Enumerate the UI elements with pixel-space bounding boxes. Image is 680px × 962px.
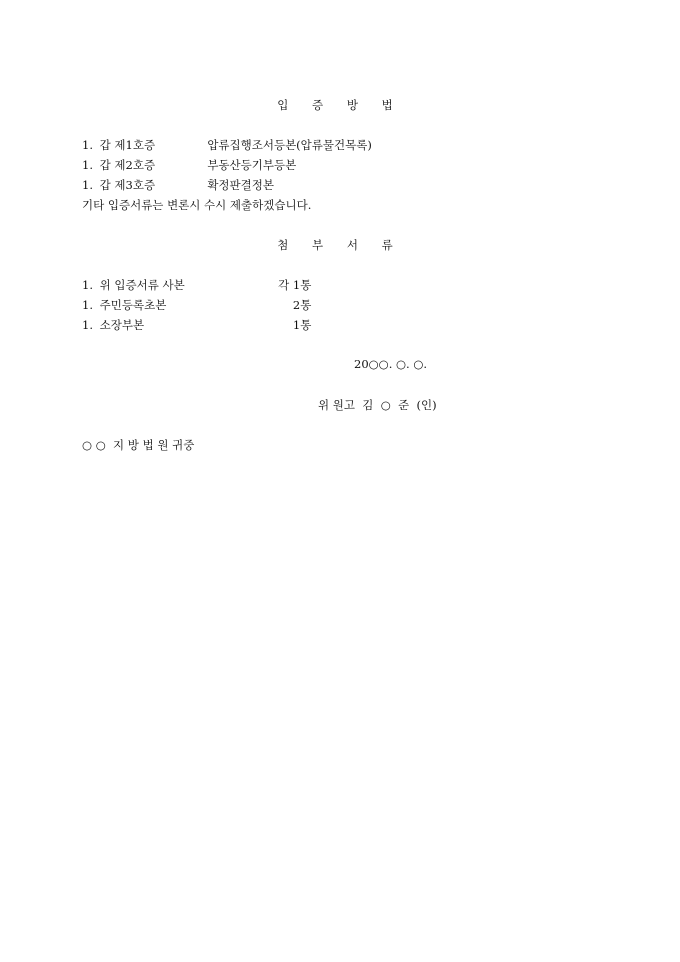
attachment-item-3-qty: 1통	[292, 318, 312, 332]
attachment-item-1-num: 1.	[82, 278, 93, 292]
evidence-heading-text: 입 증 방 법	[277, 98, 403, 112]
evidence-item-2-num: 1.	[82, 158, 93, 172]
evidence-item-3-desc: 확정판결정본	[207, 178, 274, 192]
attachment-item-3-label: 소장부본	[99, 318, 145, 332]
evidence-item-2	[82, 157, 296, 173]
evidence-item-3	[82, 177, 274, 193]
evidence-heading	[0, 97, 680, 113]
attachment-item-3	[82, 317, 311, 333]
evidence-item-1-desc: 압류집행조서등본(압류물건목록)	[207, 138, 372, 152]
attachments-heading	[0, 237, 680, 253]
attachment-item-2	[82, 297, 311, 313]
attachment-item-2-label: 주민등록초본	[99, 298, 167, 312]
plaintiff-signature: 위 원고 김 ○ 준 (인)	[318, 398, 437, 412]
evidence-item-1-num: 1.	[82, 138, 93, 152]
attachments-heading-text: 첨 부 서 류	[277, 238, 403, 252]
evidence-note: 기타 입증서류는 변론시 수시 제출하겠습니다.	[82, 198, 312, 212]
evidence-item-2-desc: 부동산등기부등본	[207, 158, 297, 172]
attachment-item-1-qty: 각 1통	[278, 278, 312, 292]
evidence-item-1-label: 갑 제1호증	[99, 138, 156, 152]
document-date: 20○○. ○. ○.	[354, 357, 428, 371]
court-addressee: ○ ○ 지 방 법 원 귀중	[82, 438, 195, 452]
evidence-item-3-num: 1.	[82, 178, 93, 192]
attachment-item-2-qty: 2통	[292, 298, 312, 312]
evidence-item-2-label: 갑 제2호증	[99, 158, 156, 172]
evidence-item-1	[82, 137, 372, 153]
attachment-item-2-num: 1.	[82, 298, 93, 312]
evidence-item-3-label: 갑 제3호증	[99, 178, 156, 192]
attachment-item-3-num: 1.	[82, 318, 93, 332]
attachment-item-1-label: 위 입증서류 사본	[99, 278, 185, 292]
attachment-item-1	[82, 277, 311, 293]
